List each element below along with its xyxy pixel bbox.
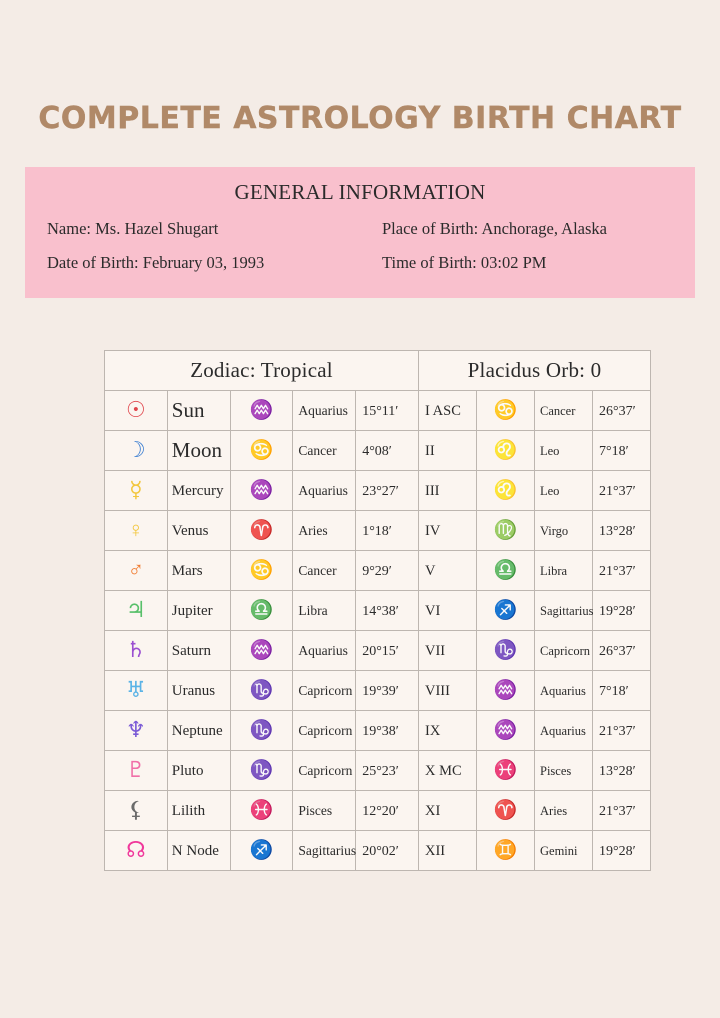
planet-mars-icon: ♂: [127, 557, 145, 582]
planet-degree: 25°23′: [362, 763, 399, 779]
house-degree-cell: [593, 831, 651, 871]
planet-degree: 12°20′: [362, 803, 399, 819]
planet-sign: Pisces: [298, 802, 333, 818]
zodiac-pisces-icon: ♓: [249, 799, 274, 821]
time-of-birth-field: Time of Birth: 03:02 PM: [382, 253, 547, 272]
table-row: [105, 511, 419, 551]
planet-pluto-icon: ♇: [126, 757, 146, 782]
zodiac-cancer-icon: ♋: [249, 559, 274, 581]
house-degree: 26°37′: [599, 403, 636, 419]
house-degree: 21°37′: [599, 803, 636, 819]
planet-uranus-icon: ♅: [126, 677, 146, 702]
house-sign: Leo: [540, 483, 560, 498]
planets-table: [104, 350, 419, 871]
house-label: XI: [425, 802, 441, 819]
planet-degree-cell: [356, 711, 419, 751]
planet-glyph-cell: [105, 831, 168, 871]
planet-name: Mars: [171, 562, 203, 579]
planet-degree-cell: [356, 671, 419, 711]
planet-name: Lilith: [171, 802, 206, 819]
planet-mercury-icon: ☿: [129, 477, 143, 502]
planet-name-cell: [167, 431, 230, 471]
house-degree: 26°37′: [599, 643, 636, 659]
planet-name-cell: [167, 391, 230, 431]
house-sign: Aries: [540, 803, 568, 818]
planet-sign: Capricorn: [298, 762, 353, 778]
house-degree-cell: [593, 551, 651, 591]
house-sign: Cancer: [540, 403, 576, 418]
house-sign: Gemini: [540, 843, 578, 858]
table-row: [105, 431, 419, 471]
planet-degree-cell: [356, 791, 419, 831]
house-sign-glyph-cell: [477, 831, 535, 871]
house-sign: Aquarius: [540, 683, 586, 698]
planet-degree: 20°02′: [362, 843, 399, 859]
house-sign: Pisces: [540, 763, 572, 778]
planet-neptune-icon: ♆: [126, 717, 146, 742]
house-degree-cell: [593, 391, 651, 431]
house-sign-cell: [535, 671, 593, 711]
planet-saturn-icon: ♄: [126, 637, 146, 662]
planet-name: Uranus: [171, 682, 216, 699]
table-row: [419, 831, 651, 871]
planet-glyph-cell: [105, 431, 168, 471]
house-degree: 19°28′: [599, 603, 636, 619]
planet-sign-cell: [293, 791, 356, 831]
planet-sign: Aquarius: [298, 642, 348, 658]
planet-degree: 19°38′: [362, 723, 399, 739]
house-degree: 13°28′: [599, 523, 636, 539]
planet-sign-glyph-cell: [230, 471, 293, 511]
general-information-panel: [25, 167, 695, 298]
zodiac-aquarius-icon: ♒: [249, 479, 274, 501]
zodiac-gemini-icon: ♊: [493, 839, 518, 861]
place-of-birth-field: Place of Birth: Anchorage, Alaska: [382, 219, 607, 238]
planet-glyph-cell: [105, 511, 168, 551]
planet-sign: Capricorn: [298, 722, 353, 738]
zodiac-virgo-icon: ♍: [493, 519, 518, 541]
planet-sign-cell: [293, 671, 356, 711]
planet-degree-cell: [356, 591, 419, 631]
planet-degree: 20°15′: [362, 643, 399, 659]
house-sign-glyph-cell: [477, 471, 535, 511]
date-of-birth-field: Date of Birth: February 03, 1993: [47, 253, 265, 272]
house-label-cell: [419, 631, 477, 671]
charts-container: [104, 350, 652, 871]
house-degree: 7°18′: [599, 443, 629, 459]
planet-name: Sun: [171, 398, 205, 422]
table-row: [419, 671, 651, 711]
table-row: [105, 391, 419, 431]
house-label: X MC: [425, 762, 462, 779]
table-row: [105, 631, 419, 671]
house-sign-glyph-cell: [477, 631, 535, 671]
house-label-cell: [419, 831, 477, 871]
zodiac-aquarius-icon: ♒: [493, 719, 518, 741]
house-label: IX: [425, 722, 441, 739]
planet-degree-cell: [356, 471, 419, 511]
houses-table: [418, 350, 651, 871]
planet-jupiter-icon: ♃: [126, 597, 146, 622]
zodiac-aquarius-icon: ♒: [493, 679, 518, 701]
house-label-cell: [419, 551, 477, 591]
planet-lilith-icon: ⚸: [127, 797, 144, 822]
table-row: [105, 751, 419, 791]
planet-name: Neptune: [171, 722, 223, 739]
planet-name-cell: [167, 591, 230, 631]
house-sign-glyph-cell: [477, 791, 535, 831]
house-label: IV: [425, 522, 441, 539]
house-degree-cell: [593, 471, 651, 511]
house-sign-cell: [535, 591, 593, 631]
zodiac-capricorn-icon: ♑: [249, 759, 274, 781]
table-row: [105, 791, 419, 831]
house-label: VI: [425, 602, 441, 619]
house-label: II: [425, 442, 435, 459]
zodiac-sagittarius-icon: ♐: [493, 599, 518, 621]
planet-name: Pluto: [171, 762, 204, 779]
house-degree: 21°37′: [599, 563, 636, 579]
table-row: [419, 591, 651, 631]
planet-sign: Cancer: [298, 442, 337, 458]
planet-sign-glyph-cell: [230, 431, 293, 471]
zodiac-cancer-icon: ♋: [249, 439, 274, 461]
house-label-cell: [419, 791, 477, 831]
zodiac-capricorn-icon: ♑: [493, 639, 518, 661]
house-label-cell: [419, 431, 477, 471]
planet-name: Mercury: [171, 482, 224, 499]
planet-sign-cell: [293, 431, 356, 471]
house-label: XII: [425, 842, 446, 859]
house-degree-cell: [593, 511, 651, 551]
planet-sign: Cancer: [298, 562, 337, 578]
house-sign-glyph-cell: [477, 511, 535, 551]
planet-sign-cell: [293, 391, 356, 431]
house-sign-cell: [535, 551, 593, 591]
planet-sun-icon: ☉: [126, 397, 146, 422]
planet-name-cell: [167, 711, 230, 751]
planet-glyph-cell: [105, 551, 168, 591]
planet-degree: 23°27′: [362, 483, 399, 499]
house-sign: Sagittarius: [540, 603, 594, 618]
planets-table-body: [105, 391, 419, 871]
table-row: [105, 711, 419, 751]
house-sign: Aquarius: [540, 723, 586, 738]
houses-table-body: [419, 391, 651, 871]
planet-glyph-cell: [105, 671, 168, 711]
house-degree-cell: [593, 591, 651, 631]
table-row: [419, 551, 651, 591]
zodiac-cancer-icon: ♋: [493, 399, 518, 421]
planet-sign: Aquarius: [298, 482, 348, 498]
planet-sign: Capricorn: [298, 682, 353, 698]
house-label: VII: [425, 642, 446, 659]
zodiac-aries-icon: ♈: [493, 799, 518, 821]
planet-degree-cell: [356, 551, 419, 591]
house-degree: 7°18′: [599, 683, 629, 699]
planet-sign-cell: [293, 591, 356, 631]
page-title: COMPLETE ASTROLOGY BIRTH CHART: [38, 101, 682, 136]
planets-table-heading: Zodiac: Tropical: [105, 351, 419, 391]
house-label: V: [425, 562, 436, 579]
planet-sign-glyph-cell: [230, 511, 293, 551]
table-row: [419, 431, 651, 471]
house-sign-cell: [535, 711, 593, 751]
house-sign-cell: [535, 631, 593, 671]
planet-sign-glyph-cell: [230, 791, 293, 831]
planet-sign-glyph-cell: [230, 671, 293, 711]
house-sign-cell: [535, 431, 593, 471]
zodiac-capricorn-icon: ♑: [249, 679, 274, 701]
planet-sign: Sagittarius: [298, 842, 357, 858]
planet-name: Saturn: [171, 642, 211, 659]
planet-venus-icon: ♀: [127, 517, 145, 542]
house-degree-cell: [593, 671, 651, 711]
planet-degree-cell: [356, 511, 419, 551]
house-label-cell: [419, 591, 477, 631]
house-degree: 21°37′: [599, 723, 636, 739]
zodiac-aquarius-icon: ♒: [249, 639, 274, 661]
house-sign: Capricorn: [540, 643, 590, 658]
planet-name: Moon: [171, 438, 222, 462]
house-label-cell: [419, 391, 477, 431]
planet-sign-glyph-cell: [230, 711, 293, 751]
planet-degree: 19°39′: [362, 683, 399, 699]
house-degree-cell: [593, 431, 651, 471]
zodiac-aquarius-icon: ♒: [249, 399, 274, 421]
house-sign-glyph-cell: [477, 431, 535, 471]
house-sign-cell: [535, 791, 593, 831]
house-sign-cell: [535, 751, 593, 791]
zodiac-libra-icon: ♎: [493, 559, 518, 581]
planet-degree: 15°11′: [362, 403, 399, 419]
house-label-cell: [419, 671, 477, 711]
general-information-grid: [25, 219, 695, 273]
house-degree-cell: [593, 751, 651, 791]
planet-degree: 9°29′: [362, 563, 392, 579]
house-sign-cell: [535, 511, 593, 551]
table-row: [105, 831, 419, 871]
house-sign-glyph-cell: [477, 671, 535, 711]
planet-glyph-cell: [105, 791, 168, 831]
house-sign-cell: [535, 471, 593, 511]
table-row: [419, 791, 651, 831]
planet-glyph-cell: [105, 391, 168, 431]
house-sign-cell: [535, 831, 593, 871]
zodiac-aries-icon: ♈: [249, 519, 274, 541]
house-sign: Leo: [540, 443, 560, 458]
house-label-cell: [419, 511, 477, 551]
planet-degree-cell: [356, 631, 419, 671]
house-label-cell: [419, 711, 477, 751]
planet-sign-cell: [293, 631, 356, 671]
zodiac-sagittarius-icon: ♐: [249, 839, 274, 861]
house-label-cell: [419, 471, 477, 511]
table-row: [419, 631, 651, 671]
house-sign-glyph-cell: [477, 711, 535, 751]
zodiac-leo-icon: ♌: [493, 479, 518, 501]
planet-glyph-cell: [105, 631, 168, 671]
planet-sign-cell: [293, 711, 356, 751]
planet-name-cell: [167, 511, 230, 551]
planet-n-node-icon: ☊: [126, 837, 146, 862]
house-label-cell: [419, 751, 477, 791]
planet-sign: Libra: [298, 602, 328, 618]
planet-name-cell: [167, 831, 230, 871]
table-row: [419, 511, 651, 551]
house-label: VIII: [425, 682, 450, 699]
planet-name-cell: [167, 751, 230, 791]
house-sign-glyph-cell: [477, 591, 535, 631]
planet-degree: 4°08′: [362, 443, 392, 459]
house-degree-cell: [593, 791, 651, 831]
table-row: [419, 711, 651, 751]
house-degree-cell: [593, 711, 651, 751]
house-degree: 19°28′: [599, 843, 636, 859]
table-row: [105, 671, 419, 711]
planet-sign-glyph-cell: [230, 551, 293, 591]
planet-name-cell: [167, 671, 230, 711]
planet-sign: Aquarius: [298, 402, 348, 418]
planet-glyph-cell: [105, 591, 168, 631]
house-degree: 21°37′: [599, 483, 636, 499]
planet-sign-glyph-cell: [230, 591, 293, 631]
table-row: [105, 591, 419, 631]
planet-sign-glyph-cell: [230, 831, 293, 871]
house-sign-cell: [535, 391, 593, 431]
planet-sign-glyph-cell: [230, 631, 293, 671]
house-sign-glyph-cell: [477, 391, 535, 431]
planet-degree: 14°38′: [362, 603, 399, 619]
planet-degree-cell: [356, 831, 419, 871]
planet-name-cell: [167, 471, 230, 511]
planet-degree-cell: [356, 431, 419, 471]
planet-degree-cell: [356, 391, 419, 431]
house-degree-cell: [593, 631, 651, 671]
table-row: [419, 391, 651, 431]
zodiac-pisces-icon: ♓: [493, 759, 518, 781]
planet-sign-cell: [293, 831, 356, 871]
zodiac-libra-icon: ♎: [249, 599, 274, 621]
house-degree: 13°28′: [599, 763, 636, 779]
planet-degree-cell: [356, 751, 419, 791]
house-sign: Virgo: [540, 523, 569, 538]
houses-table-heading: Placidus Orb: 0: [419, 351, 651, 391]
planet-sign-cell: [293, 751, 356, 791]
planet-glyph-cell: [105, 751, 168, 791]
general-information-heading: GENERAL INFORMATION: [234, 180, 486, 204]
name-field: Name: Ms. Hazel Shugart: [47, 219, 219, 238]
planet-name-cell: [167, 551, 230, 591]
table-row: [419, 471, 651, 511]
table-row: [419, 751, 651, 791]
planet-sign-glyph-cell: [230, 751, 293, 791]
house-sign-glyph-cell: [477, 551, 535, 591]
planet-name-cell: [167, 791, 230, 831]
house-sign-glyph-cell: [477, 751, 535, 791]
table-row: [105, 471, 419, 511]
planet-sign-cell: [293, 471, 356, 511]
planet-sign-glyph-cell: [230, 391, 293, 431]
planet-sign-cell: [293, 511, 356, 551]
table-row: [105, 551, 419, 591]
zodiac-capricorn-icon: ♑: [249, 719, 274, 741]
planet-name: Venus: [171, 522, 209, 539]
planet-name-cell: [167, 631, 230, 671]
house-label: I ASC: [425, 402, 461, 419]
planet-sign: Aries: [298, 522, 328, 538]
zodiac-leo-icon: ♌: [493, 439, 518, 461]
house-label: III: [425, 482, 440, 499]
planet-glyph-cell: [105, 711, 168, 751]
house-sign: Libra: [540, 563, 568, 578]
planet-sign-cell: [293, 551, 356, 591]
planet-name: Jupiter: [171, 602, 213, 619]
planet-glyph-cell: [105, 471, 168, 511]
planet-moon-icon: ☽: [126, 437, 146, 462]
planet-name: N Node: [171, 842, 219, 859]
planet-degree: 1°18′: [362, 523, 392, 539]
